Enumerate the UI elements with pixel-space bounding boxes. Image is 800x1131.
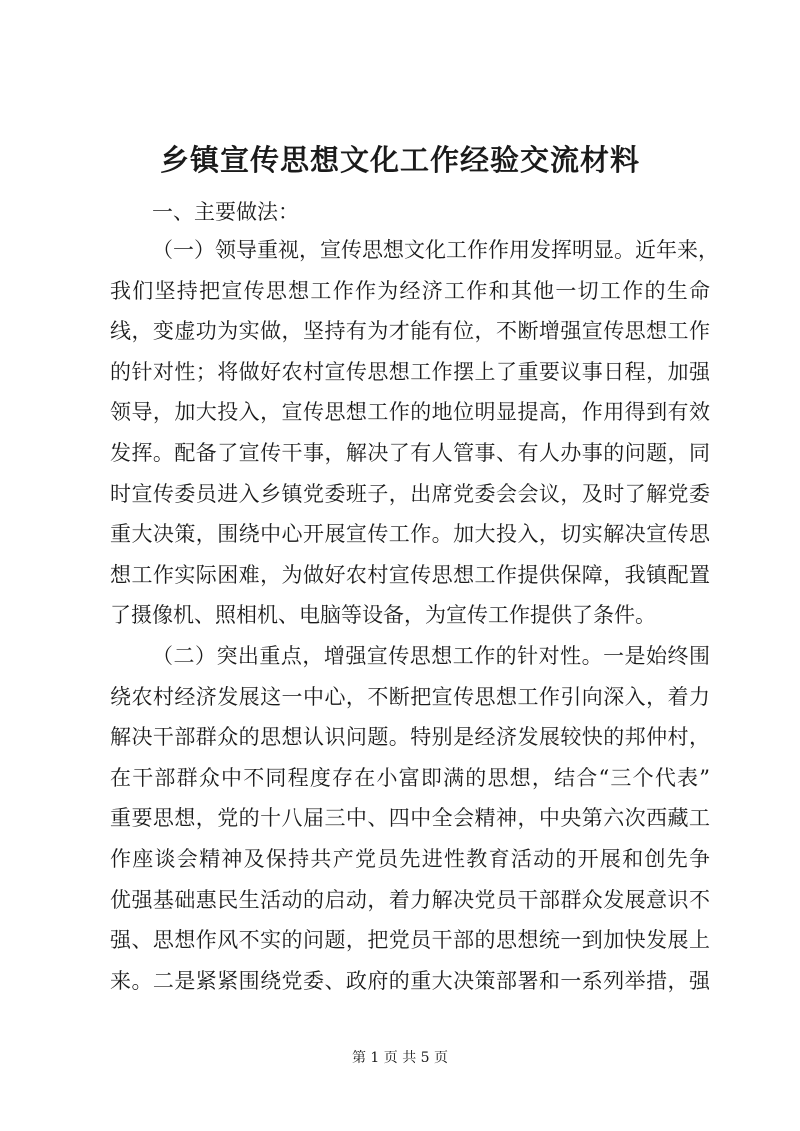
paragraph-1-line: 想工作实际困难，为做好农村宣传思想工作提供保障，我镇配置 — [110, 562, 710, 587]
paragraph-1-line: 的针对性；将做好农村宣传思想工作摆上了重要议事日程，加强 — [110, 359, 710, 384]
paragraph-2-line: 优强基础惠民生活动的启动，着力解决党员干部群众发展意识不 — [110, 887, 710, 912]
paragraph-2-line: 来。二是紧紧围绕党委、政府的重大决策部署和一系列举措，强 — [110, 968, 710, 993]
paragraph-1-line: 发挥。配备了宣传干事，解决了有人管事、有人办事的问题，同 — [110, 440, 710, 465]
paragraph-2 — [110, 636, 710, 1001]
paragraph-2-line: 解决干部群众的思想认识问题。特别是经济发展较快的邦仲村， — [110, 725, 710, 750]
paragraph-1-line: 领导，加大投入，宣传思想工作的地位明显提高，作用得到有效 — [110, 400, 710, 425]
paragraph-1-line: 时宣传委员进入乡镇党委班子，出席党委会会议，及时了解党委 — [110, 481, 710, 506]
page-footer: 第 1 页 共 5 页 — [351, 1050, 449, 1066]
paragraph-2-line: 在干部群众中不同程度存在小富即满的思想，结合“三个代表” — [110, 765, 710, 790]
paragraph-1-line: 重大决策，围绕中心开展宣传工作。加大投入，切实解决宣传思 — [110, 522, 710, 547]
paragraph-2-line: 作座谈会精神及保持共产党员先进性教育活动的开展和创先争 — [110, 846, 710, 871]
paragraph-1 — [110, 230, 719, 636]
paragraph-1-line: （一）领导重视，宣传思想文化工作作用发挥明显。近年来， — [152, 238, 719, 262]
section-heading: 一、主要做法： — [152, 200, 299, 224]
paragraph-2-line: 重要思想，党的十八届三中、四中全会精神，中央第六次西藏工 — [110, 806, 710, 831]
paragraph-1-line: 了摄像机、照相机、电脑等设备，为宣传工作提供了条件。 — [110, 603, 656, 628]
document-title: 乡镇宣传思想文化工作经验交流材料 — [159, 143, 640, 177]
paragraph-2-line: 强、思想作风不实的问题，把党员干部的思想统一到加快发展上 — [110, 928, 710, 953]
paragraph-2-line: （二）突出重点，增强宣传思想工作的针对性。一是始终围 — [152, 644, 710, 668]
paragraph-1-line: 线，变虚功为实做，坚持有为才能有位，不断增强宣传思想工作 — [110, 319, 710, 344]
paragraph-2-line: 绕农村经济发展这一中心，不断把宣传思想工作引向深入，着力 — [110, 684, 710, 709]
paragraph-1-line: 我们坚持把宣传思想工作作为经济工作和其他一切工作的生命 — [110, 278, 710, 303]
